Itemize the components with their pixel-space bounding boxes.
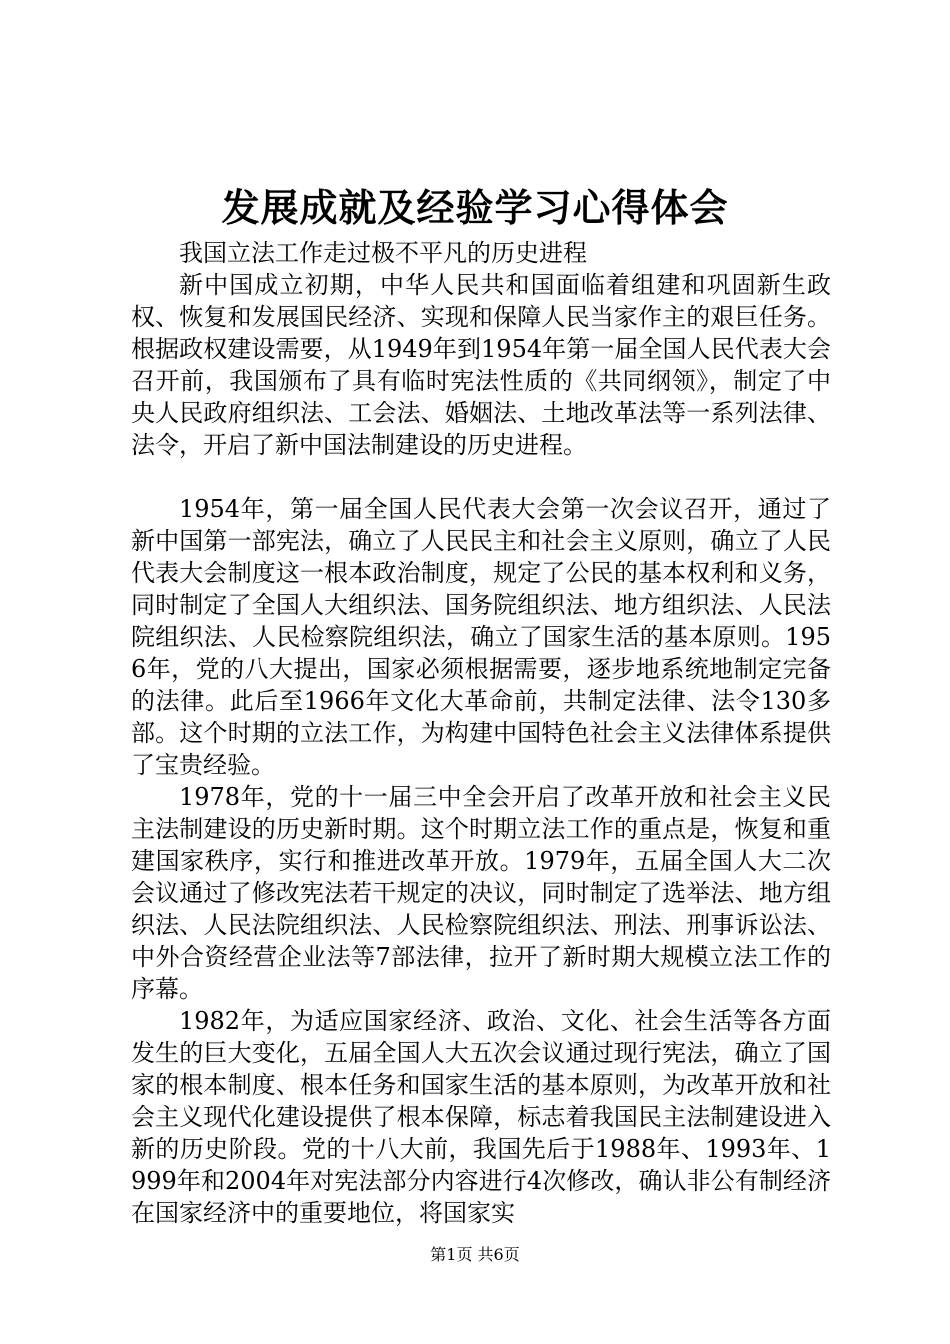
- paragraph-3: 1978年，党的十一届三中全会开启了改革开放和社会主义民主法制建设的历史新时期。这个时期立法工作的重点是，恢复和重建国家秩序，实行和推进改革开放。1979年，五届全国人大二次会议通过了修改宪法若干规定的决议，同时制定了选举法、地方组织法、人民法院组织法、人民检察院组织法、刑法、刑事诉讼法、中外合资经营企业法等7部法律，拉开了新时期大规模立法工作的序幕。: [131, 783, 831, 1003]
- paragraph-4: 1982年，为适应国家经济、政治、文化、社会生活等各方面发生的巨大变化，五届全国人大五次会议通过现行宪法，确立了国家的根本制度、根本任务和国家生活的基本原则，为改革开放和社会主义现代化建设提供了根本保障，标志着我国民主法制建设进入新的历史阶段。党的十八大前，我国先后于1988年、1993年、1999年和2004年对宪法部分内容进行4次修改，确认非公有制经济在国家经济中的重要地位，将国家实: [131, 1007, 831, 1227]
- paragraph-2: 1954年，第一届全国人民代表大会第一次会议召开，通过了新中国第一部宪法，确立了人民民主和社会主义原则，确立了人民代表大会制度这一根本政治制度，规定了公民的基本权利和义务，同时制定了全国人大组织法、国务院组织法、地方组织法、人民法院组织法、人民检察院组织法，确立了国家生活的基本原则。1956年，党的八大提出，国家必须根据需要，逐步地系统地制定完备的法律。此后至1966年文化大革命前，共制定法律、法令130多部。这个时期的立法工作，为构建中国特色社会主义法律体系提供了宝贵经验。: [131, 495, 831, 779]
- document-body: [131, 237, 831, 1229]
- paragraph-heading: 我国立法工作走过极不平凡的历史进程: [179, 239, 587, 267]
- paragraph-1: 新中国成立初期，中华人民共和国面临着组建和巩固新生政权、恢复和发展国民经济、实现和保障人民当家作主的艰巨任务。根据政权建设需要，从1949年到1954年第一届全国人民代表大会召开前，我国颁布了具有临时宪法性质的《共同纲领》，制定了中央人民政府组织法、工会法、婚姻法、土地改革法等一系列法律、法令，开启了新中国法制建设的历史进程。: [131, 271, 831, 459]
- document-title: 发展成就及经验学习心得体会: [221, 185, 729, 230]
- page-footer: 第1页 共6页: [430, 1245, 520, 1264]
